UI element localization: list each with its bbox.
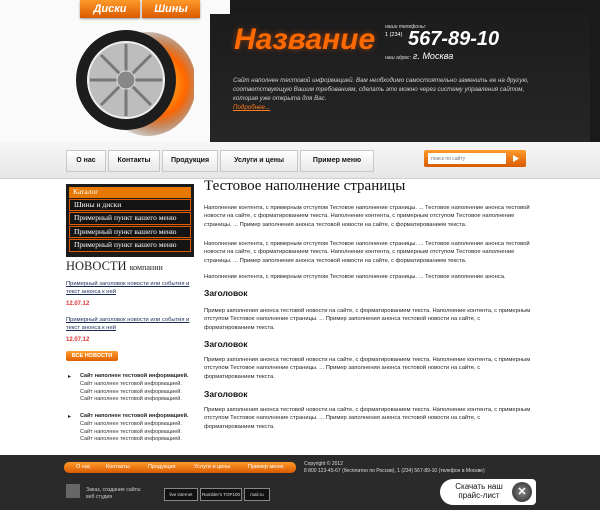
address-label: наш адрес:	[385, 55, 412, 61]
bullet-text: Сайт наполнен тестовой информацией. Сайт наполнен тестовой информацией. Сайт наполнен тестовой информацией.	[80, 421, 182, 442]
bullet-text: Сайт наполнен тестовой информацией. Сайт наполнен тестовой информацией. Сайт наполнен тестовой информацией.	[80, 381, 182, 402]
news-heading	[66, 259, 163, 274]
content-paragraph: Наполнение контента, с примерным отступом Тестовое наполнение страницы. ... Тестовое наполнение анонса.	[204, 274, 506, 280]
nav-services[interactable]: Услуги и цены	[220, 150, 298, 172]
copyright-text: Copyright © 2012	[304, 461, 343, 467]
sidebar-item-sample-1[interactable]: Примерный пункт вашего меню	[69, 212, 191, 225]
news-title: НОВОСТИ	[66, 259, 127, 273]
section-text: Пример заполнения анонса тестовой новости на сайте, с форматированием текста. Наполнение контента, с примерным отступом Тестовое наполнение страницы. ... Пример заполнения анонса тестовой новости на сайте, с форматированием текста.	[204, 308, 531, 331]
search-input[interactable]	[428, 153, 506, 164]
bullet-arrow-icon: ▸	[68, 374, 72, 380]
all-news-button[interactable]: ВСЕ НОВОСТИ	[66, 351, 118, 361]
news-link[interactable]: Примерный заголовок новости или события и текст анонса к ней	[66, 317, 190, 331]
intro-body: Сайт наполнен тестовой информацией. Вам необходимо самостоятельно заменить ее на другую, соответствующую Вашим требованиям, сделать это можно через систему управления сайтом, которая уже открыта для Вас.	[233, 77, 529, 102]
news-subtitle: компании	[129, 263, 163, 272]
news-date: 12.07.12	[66, 337, 90, 343]
credit-line-2[interactable]: веб студия	[86, 494, 113, 500]
phone-number: 567-89-10	[408, 28, 500, 50]
section-heading: Заголовок	[204, 339, 248, 349]
sidebar-item-catalog[interactable]: Каталог	[69, 187, 191, 198]
counter-badge-liveinternet[interactable]: live internet	[164, 488, 198, 501]
nav-products[interactable]: Продукция	[162, 150, 218, 172]
counter-badge-mailru[interactable]: mail.ru	[244, 488, 270, 501]
download-pricelist-button[interactable]	[440, 479, 536, 505]
tab-disks[interactable]: Диски	[80, 0, 140, 18]
nav-sample-menu[interactable]: Пример меню	[300, 150, 374, 172]
section-heading: Заголовок	[204, 288, 248, 298]
bullet-arrow-icon: ▸	[68, 414, 72, 420]
close-x-icon: ✕	[512, 482, 532, 502]
nav-about[interactable]: О нас	[66, 150, 106, 172]
section-heading: Заголовок	[204, 389, 248, 399]
search-arrow-icon[interactable]	[510, 153, 522, 164]
address-city: г. Москва	[413, 51, 454, 61]
more-link[interactable]: Подробнее...	[233, 104, 271, 111]
footer-nav-sample-menu[interactable]: Пример меню	[248, 464, 284, 470]
phone-label: наши телефоны:	[385, 24, 427, 30]
wheel-image	[76, 22, 194, 140]
bullet-title[interactable]: Сайт наполнен тестовой информацией.	[80, 373, 189, 379]
studio-credit	[86, 487, 141, 501]
counter-badge-rambler[interactable]: Rambler's TOP100	[200, 488, 242, 501]
sidebar-item-tires-disks[interactable]: Шины и диски	[69, 199, 191, 212]
news-link[interactable]: Примерный заголовок новости или события и текст анонса к ней	[66, 281, 190, 295]
nav-contacts[interactable]: Контакты	[108, 150, 160, 172]
footer-phones: 8 800 123-45-67 (бесплатно по России), 1 (234) 567-89-10 (телефон в Москве)	[304, 468, 485, 474]
footer-nav-contacts[interactable]: Контакты	[106, 464, 130, 470]
intro-text	[233, 76, 533, 112]
news-date: 12.07.12	[66, 301, 90, 307]
site-title: Название	[234, 23, 376, 56]
footer-nav-products[interactable]: Продукция	[148, 464, 176, 470]
copyright	[304, 461, 485, 475]
content-paragraph: Наполнение контента, с примерным отступом Тестовое наполнение страницы. ... Тестовое наполнение анонса тестовой новости на сайте, с форматированием текста. Наполнение контента, с примерным отступом Тестовое наполнение страницы. ... Пример заполнения анонса тестовой новости на сайте, с форматированием текста.	[204, 205, 530, 228]
bullet-title[interactable]: Сайт наполнен тестовой информацией.	[80, 413, 189, 419]
tab-tires[interactable]: Шины	[142, 0, 200, 18]
page-title: Тестовое наполнение страницы	[204, 178, 406, 194]
studio-logo	[66, 484, 80, 498]
phone-code: 1 (234)	[385, 32, 403, 38]
search-box	[424, 150, 526, 167]
footer-nav-services[interactable]: Услуги и цены	[194, 464, 231, 470]
footer-nav-about[interactable]: О нас	[76, 464, 91, 470]
download-label: Скачать наш прайс-лист	[455, 482, 503, 500]
section-text: Пример заполнения анонса тестовой новости на сайте, с форматированием текста. Наполнение контента, с примерным отступом Тестовое наполнение страницы. ... Пример заполнения анонса тестовой новости на сайте, с форматированием текста.	[204, 357, 531, 380]
credit-line-1: Заказ, создание сайта:	[86, 487, 142, 493]
sidebar-menu	[66, 184, 194, 257]
content-paragraph: Наполнение контента, с примерным отступом Тестовое наполнение страницы. ... Тестовое наполнение анонса тестовой новости на сайте, с форматированием текста. Наполнение контента, с примерным отступом Тестовое наполнение страницы. ... Пример заполнения анонса тестовой новости на сайте, с форматированием текста.	[204, 241, 530, 264]
sidebar-item-sample-3[interactable]: Примерный пункт вашего меню	[69, 239, 191, 252]
sidebar-item-sample-2[interactable]: Примерный пункт вашего меню	[69, 226, 191, 239]
section-text: Пример заполнения анонса тестовой новости на сайте, с форматированием текста. Наполнение контента, с примерным отступом Тестовое наполнение страницы. ... Пример заполнения анонса тестовой новости на сайте, с форматированием текста.	[204, 407, 531, 430]
